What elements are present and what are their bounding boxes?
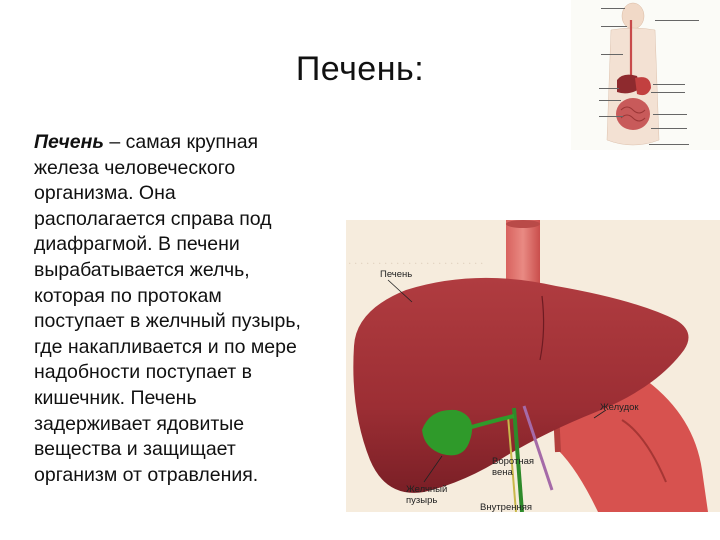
- label-liver: Печень: [380, 269, 413, 280]
- liver-illustration: [346, 220, 720, 512]
- liver-description: [34, 130, 344, 488]
- lead-continuation: – самая крупная: [103, 131, 259, 153]
- paragraph-line: вещества и защищает: [34, 438, 236, 461]
- label-stomach: Желудок: [600, 402, 639, 413]
- digestive-system-figure: [571, 0, 720, 150]
- lead-term: Печень: [34, 131, 104, 153]
- label-portal-vein-1: Воротная: [492, 456, 535, 467]
- slide-title: Печень:: [295, 50, 425, 88]
- paragraph-line: организм от отравления.: [34, 463, 259, 486]
- paragraph-line: диафрагмой. В печени: [34, 233, 240, 256]
- paragraph-line: кишечник. Печень: [34, 386, 197, 409]
- paragraph-line: железа человеческого: [34, 156, 236, 179]
- paragraph-line: располагается справа под: [34, 207, 272, 230]
- paragraph-line: где накапливается и по мере: [34, 335, 297, 358]
- paragraph-line: задерживает ядовитые: [34, 412, 245, 435]
- label-gallbladder-2: пузырь: [406, 495, 438, 506]
- paragraph-line: организма. Она: [34, 182, 176, 205]
- label-gallbladder-1: Желчный: [406, 484, 448, 495]
- paragraph-line: надобности поступает в: [34, 361, 252, 384]
- label-inner: Внутренняя: [480, 502, 533, 512]
- paragraph-line: вырабатывается желчь,: [34, 258, 250, 281]
- paragraph-line: поступает в желчный пузырь,: [34, 310, 301, 333]
- digestive-system-thumbnail: [571, 0, 720, 150]
- page-texture-text: · · · · · · · · · · · · · · · · · · · · · · ·: [348, 256, 483, 270]
- label-portal-vein-2: вена: [492, 467, 513, 478]
- paragraph-line: которая по протокам: [34, 284, 222, 307]
